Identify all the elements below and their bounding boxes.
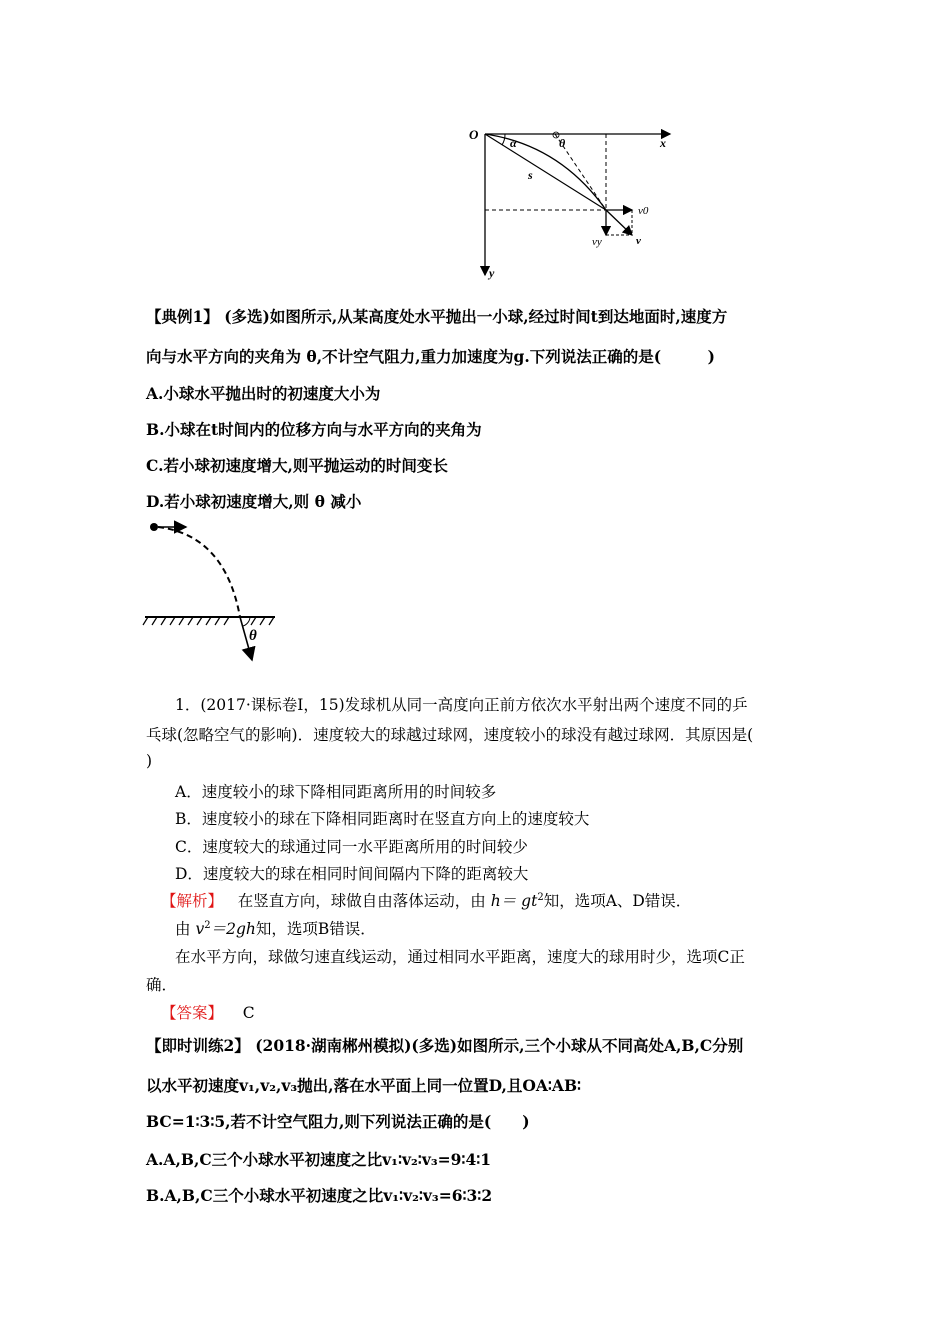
example1-option-a: A.小球水平抛出时的初速度大小为 xyxy=(146,384,381,403)
training2-line1 xyxy=(146,1034,743,1056)
analysis-line2: 由 $v^2=2gh$知，选项B错误． xyxy=(175,919,376,938)
problem1-option-a: A．速度较小的球下降相同距离所用的时间较多 xyxy=(175,783,497,801)
trajectory-ground-diagram xyxy=(140,515,290,670)
projectile-diagram xyxy=(460,125,690,285)
label-x: x xyxy=(660,136,666,150)
problem1-line1: 1．(2017·课标卷Ⅰ，15)发球机从同一高度向正前方依次水平射出两个速度不同的乒 xyxy=(175,696,748,714)
theta-label: θ xyxy=(249,628,257,644)
alpha-arc xyxy=(502,134,505,145)
dashed-trajectory xyxy=(158,527,240,617)
analysis-line4: 确． xyxy=(146,976,178,994)
label-v0: v0 xyxy=(638,205,649,217)
training2-option-b: B.A,B,C三个小球水平初速度之比v₁∶v₂∶v₃=6∶3∶2 xyxy=(146,1186,493,1205)
analysis-tag: 【解析】 xyxy=(161,892,224,910)
analysis-line1-formula: h＝ gt xyxy=(490,892,538,910)
label-origin: O xyxy=(469,127,479,142)
example1-option-d: D.若小球初速度增大,则 θ 减小 xyxy=(146,492,362,511)
label-theta: θ xyxy=(559,136,566,150)
theta-arc xyxy=(243,617,250,626)
example1-tag: 【典例1】 xyxy=(146,307,219,326)
problem1-option-d: D．速度较大的球在相同时间间隔内下降的距离较大 xyxy=(175,865,529,883)
example1-question-line2: 向与水平方向的夹角为 θ,不计空气阻力,重力加速度为g.下列说法正确的是( ) xyxy=(146,347,715,366)
problem1-option-c: C．速度较大的球通过同一水平距离所用的时间较少 xyxy=(175,838,528,856)
analysis-line1-text-a: 在竖直方向，球做自由落体运动，由 xyxy=(237,892,486,910)
training2-question-line3: BC=1∶3∶5,若不计空气阻力,则下列说法正确的是( ) xyxy=(146,1112,530,1131)
displacement-line xyxy=(485,134,606,210)
training2-question-line1: (2018·湖南郴州模拟)(多选)如图所示,三个小球从不同高处A,B,C分别 xyxy=(255,1036,744,1055)
example1-line1 xyxy=(146,305,727,327)
answer-line xyxy=(161,1001,255,1023)
label-y: y xyxy=(489,266,495,280)
analysis-line1 xyxy=(161,889,691,911)
training2-tag: 【即时训练2】 xyxy=(146,1036,250,1055)
analysis-line1-text-b: 知，选项A、D错误． xyxy=(543,892,692,910)
label-alpha: α xyxy=(510,136,517,150)
v-vector xyxy=(606,210,632,235)
problem1-line2: 乓球(忽略空气的影响)．速度较大的球越过球网，速度较小的球没有越过球网．其原因是( xyxy=(146,726,754,744)
label-s: s xyxy=(528,168,533,182)
example1-question-line1: (多选)如图所示,从某高度处水平抛出一小球,经过时间t到达地面时,速度方 xyxy=(224,307,728,326)
ground-hatching xyxy=(143,617,274,625)
label-v: v xyxy=(636,235,641,247)
analysis-line3: 在水平方向，球做匀速直线运动，通过相同水平距离，速度大的球用时少，选项C正 xyxy=(175,948,745,966)
ball xyxy=(150,523,158,531)
answer-value: C xyxy=(242,1004,255,1022)
problem1-line3: ) xyxy=(146,752,153,770)
problem1-option-b: B．速度较小的球在下降相同距离时在竖直方向上的速度较大 xyxy=(175,810,590,828)
example1-option-c: C.若小球初速度增大,则平抛运动的时间变长 xyxy=(146,456,448,475)
training2-option-a: A.A,B,C三个小球水平初速度之比v₁∶v₂∶v₃=9∶4∶1 xyxy=(146,1150,492,1169)
answer-tag: 【答案】 xyxy=(161,1004,224,1022)
training2-question-line2: 以水平初速度v₁,v₂,v₃抛出,落在水平面上同一位置D,且OA∶AB∶ xyxy=(146,1076,582,1095)
label-vy: vy xyxy=(592,236,602,248)
analysis-line1-sup: 2 xyxy=(537,891,544,903)
example1-option-b: B.小球在t时间内的位移方向与水平方向的夹角为 xyxy=(146,420,482,439)
